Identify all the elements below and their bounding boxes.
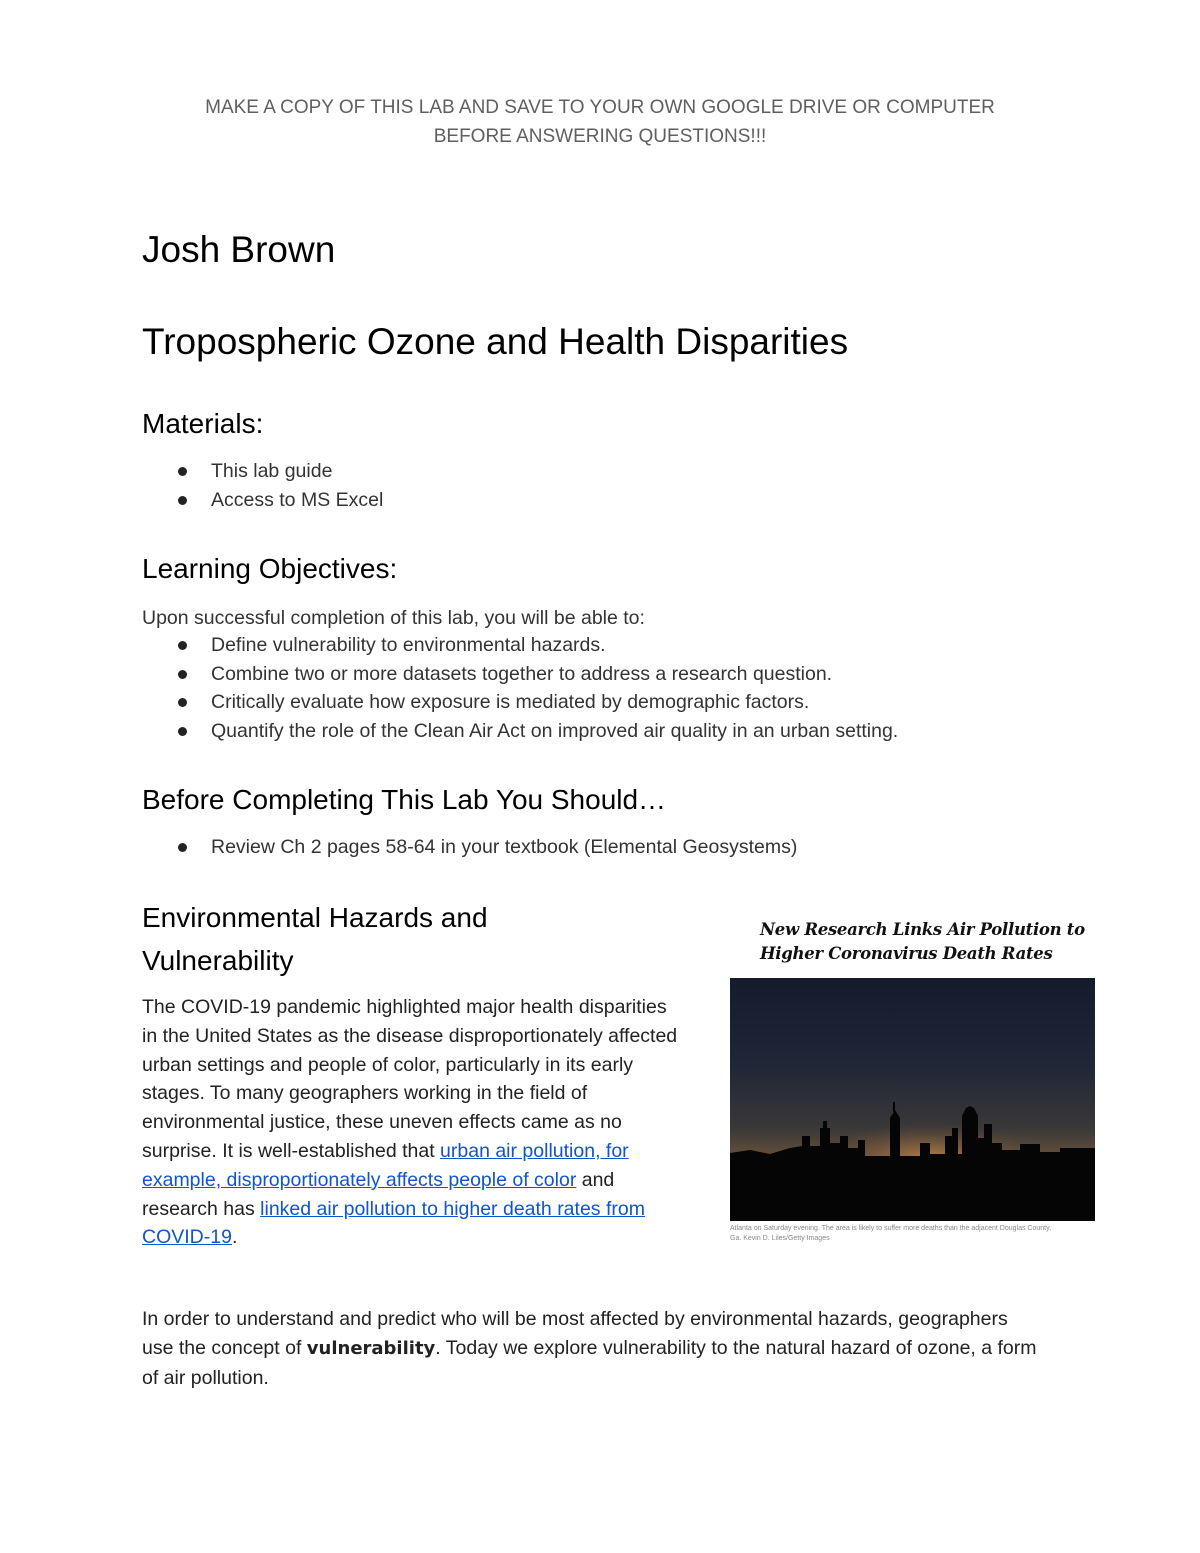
bullet-icon [178, 496, 187, 505]
environmental-heading-line-1: Environmental Hazards and [142, 902, 488, 933]
before-list [142, 833, 797, 862]
list-item: This lab guide [142, 457, 383, 486]
author-name: Josh Brown [142, 229, 336, 270]
bullet-icon [178, 641, 187, 650]
city-skyline-silhouette-icon [730, 978, 1095, 1221]
copy-notice-line-1: MAKE A COPY OF THIS LAB AND SAVE TO YOUR OWN GOOGLE DRIVE OR COMPUTER [205, 97, 995, 118]
materials-heading: Materials: [142, 408, 264, 439]
copy-notice [100, 93, 1100, 151]
covid-death-rates-link[interactable]: linked air pollution to higher death rates from COVID-19 [142, 1197, 645, 1249]
bullet-icon [178, 843, 187, 852]
news-headline: New Research Links Air Pollution to Higher Coronavirus Death Rates [760, 920, 1085, 963]
environmental-heading-line-2: Vulnerability [142, 945, 294, 976]
list-item: Review Ch 2 pages 58-64 in your textbook (Elemental Geosystems) [142, 833, 797, 862]
air-pollution-people-of-color-link[interactable]: urban air pollution, for example, disproportionately affects people of color [142, 1139, 629, 1191]
list-item: Define vulnerability to environmental hazards. [142, 631, 898, 660]
list-item: Quantify the role of the Clean Air Act on improved air quality in an urban setting. [142, 717, 898, 746]
objectives-heading: Learning Objectives: [142, 553, 398, 584]
covid-paragraph: The COVID-19 pandemic highlighted major health disparities in the United States as the disease disproportionately affected urban settings and people of color, particularly in its early stages. To many geographers working in the field of environmental justice, these uneven effects came as no surprise. It is well-established that urban air pollution, for example, disproportionately affects people of color and research has linked air pollution to higher death rates from COVID-19. [142, 996, 678, 1249]
vulnerability-paragraph: In order to understand and predict who will be most affected by environmental hazards, geographers use the concept of vulnerability. Today we explore vulnerability to the natural hazard of ozone, a form of air pollution. [142, 1308, 1037, 1389]
bullet-icon [178, 670, 187, 679]
document-title: Tropospheric Ozone and Health Disparities [142, 321, 849, 362]
materials-list [142, 457, 383, 514]
bullet-icon [178, 467, 187, 476]
news-figure [730, 918, 1095, 1242]
photo-caption: Atlanta on Saturday evening. The area is likely to suffer more deaths than the adjacent Douglas County, Ga. Kevin D. Liles/Getty Images [730, 1225, 1052, 1242]
objectives-list [142, 631, 898, 745]
list-item: Access to MS Excel [142, 486, 383, 515]
environmental-heading [142, 896, 562, 982]
objectives-intro: Upon successful completion of this lab, you will be able to: [142, 607, 645, 629]
bullet-icon [178, 698, 187, 707]
list-item: Critically evaluate how exposure is mediated by demographic factors. [142, 688, 898, 717]
vulnerability-term: vulnerability [306, 1337, 436, 1359]
list-item: Combine two or more datasets together to address a research question. [142, 660, 898, 689]
copy-notice-line-2: BEFORE ANSWERING QUESTIONS!!! [433, 126, 767, 147]
before-heading: Before Completing This Lab You Should… [142, 784, 667, 815]
city-skyline-photo [730, 978, 1095, 1221]
bullet-icon [178, 727, 187, 736]
